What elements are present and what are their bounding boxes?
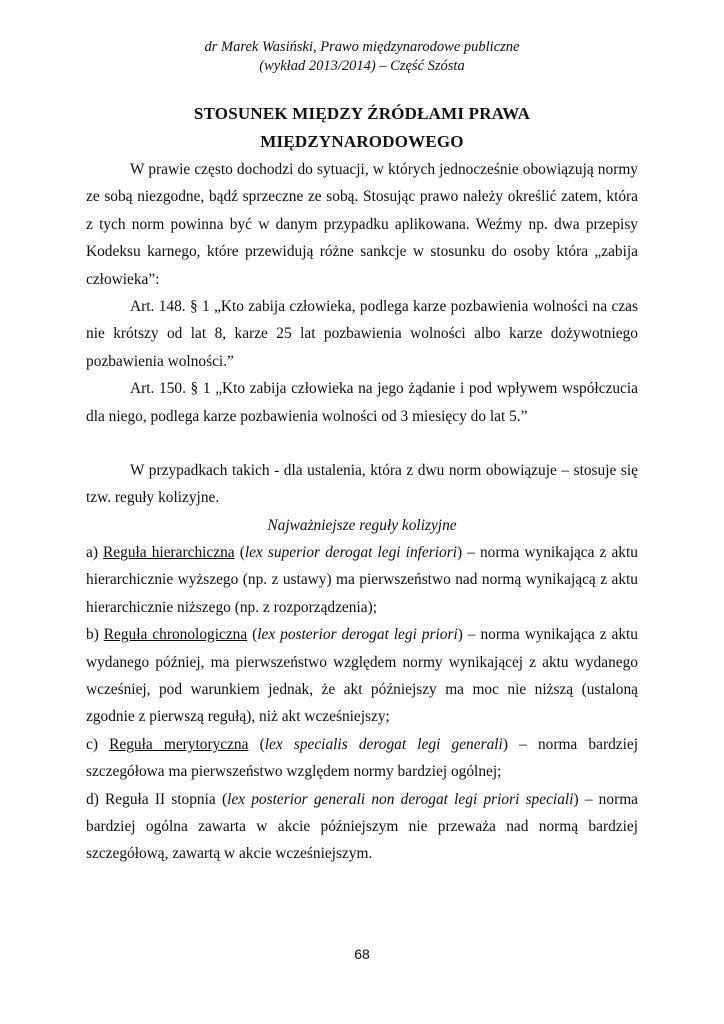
rule-latin-maxim: lex superior derogat legi inferiori [244, 543, 457, 561]
rule-prefix: a) [86, 543, 104, 561]
rule-description: ) – norma bardziej ogólna zawarta w akcie późniejszym nie przeważa nad normą bardziej szczegółową, zawartą w akcie wcześniejszym. [86, 790, 639, 863]
rules-subheading: Najważniejsze reguły kolizyjne [267, 516, 457, 534]
article-148-paragraph: Art. 148. § 1 „Kto zabija człowieka, podlega karze pozbawienia wolności na czas nie krótszy od lat 8, karze 25 lat pozbawienia wolności albo karze dożywotniego pozbawienia wolności.” [86, 298, 638, 370]
rule-description: ) – norma bardziej szczegółowa ma pierwszeństwo względem normy bardziej ogólnej; [86, 735, 638, 781]
rule-description: ) – norma wynikająca z aktu hierarchicznie wyższego (np. z ustawy) ma pierwszeństwo nad normą wynikającą z aktu hierarchicznie niższego (np. z rozporządzenia); [86, 543, 638, 616]
rule-item-chronological [86, 621, 638, 731]
rule-name: Reguła chronologiczna [103, 626, 248, 644]
rule-prefix: c) [86, 735, 110, 753]
section-title-line1: STOSUNEK MIĘDZY ŹRÓDŁAMI PRAWA [193, 104, 531, 123]
rule-item-second-degree [86, 786, 638, 868]
rule-open: ( [247, 626, 258, 644]
running-header-line1: dr Marek Wasiński, Prawo międzynarodowe publiczne [204, 39, 520, 55]
running-header-line2: (wykład 2013/2014) – Część Szósta [259, 58, 465, 74]
rule-description: ) – norma wynikająca z aktu wydanego później, ma pierwszeństwo względem normy wynikającej z aktu wydanego wcześniej, pod warunkiem jednak, że akt późniejszy ma moc nie niższą (ustaloną zgodnie z pierwszą regułą), niż akt wcześniejszy; [86, 626, 638, 726]
rule-open: ( [234, 543, 245, 561]
section-title-line2: MIĘDZYNARODOWEGO [260, 132, 464, 151]
rule-latin-maxim: lex specialis derogat legi generali [264, 735, 503, 753]
rule-item-substantive [86, 731, 638, 786]
intro-paragraph: W prawie często dochodzi do sytuacji, w których jednocześnie obowiązują normy ze sobą niezgodne, bądź sprzeczne ze sobą. Stosując prawo należy określić zatem, która z tych norm powinna być w danym przypadku aplikowana. Weźmy np. dwa przepisy Kodeksu karnego, które przewidują różne sankcje w stosunku do osoby która „zabija człowieka”: [86, 161, 638, 288]
section-title [86, 100, 638, 156]
rule-prefix: b) [86, 626, 104, 644]
rule-open: ( [248, 735, 265, 753]
rule-latin-maxim: lex posterior generali non derogat legi priori speciali [227, 790, 574, 808]
conflict-rules-intro: W przypadkach takich - dla ustalenia, która z dwu norm obowiązuje – stosuje się tzw. reguły kolizyjne. [86, 462, 638, 507]
running-header [86, 38, 638, 76]
paragraph-gap [86, 430, 638, 457]
rule-name: Reguła hierarchiczna [103, 543, 235, 561]
rule-name: Reguła merytoryczna [109, 735, 249, 753]
document-page [86, 38, 638, 868]
rule-item-hierarchical [86, 539, 638, 621]
page-number: 68 [354, 946, 370, 962]
rule-latin-maxim: lex posterior derogat legi priori [257, 626, 458, 644]
article-150-paragraph: Art. 150. § 1 „Kto zabija człowieka na jego żądanie i pod wpływem współczucia dla niego, podlega karze pozbawienia wolności od 3 miesięcy do lat 5.” [86, 380, 638, 425]
rule-prefix: d) Reguła II stopnia ( [86, 790, 228, 808]
